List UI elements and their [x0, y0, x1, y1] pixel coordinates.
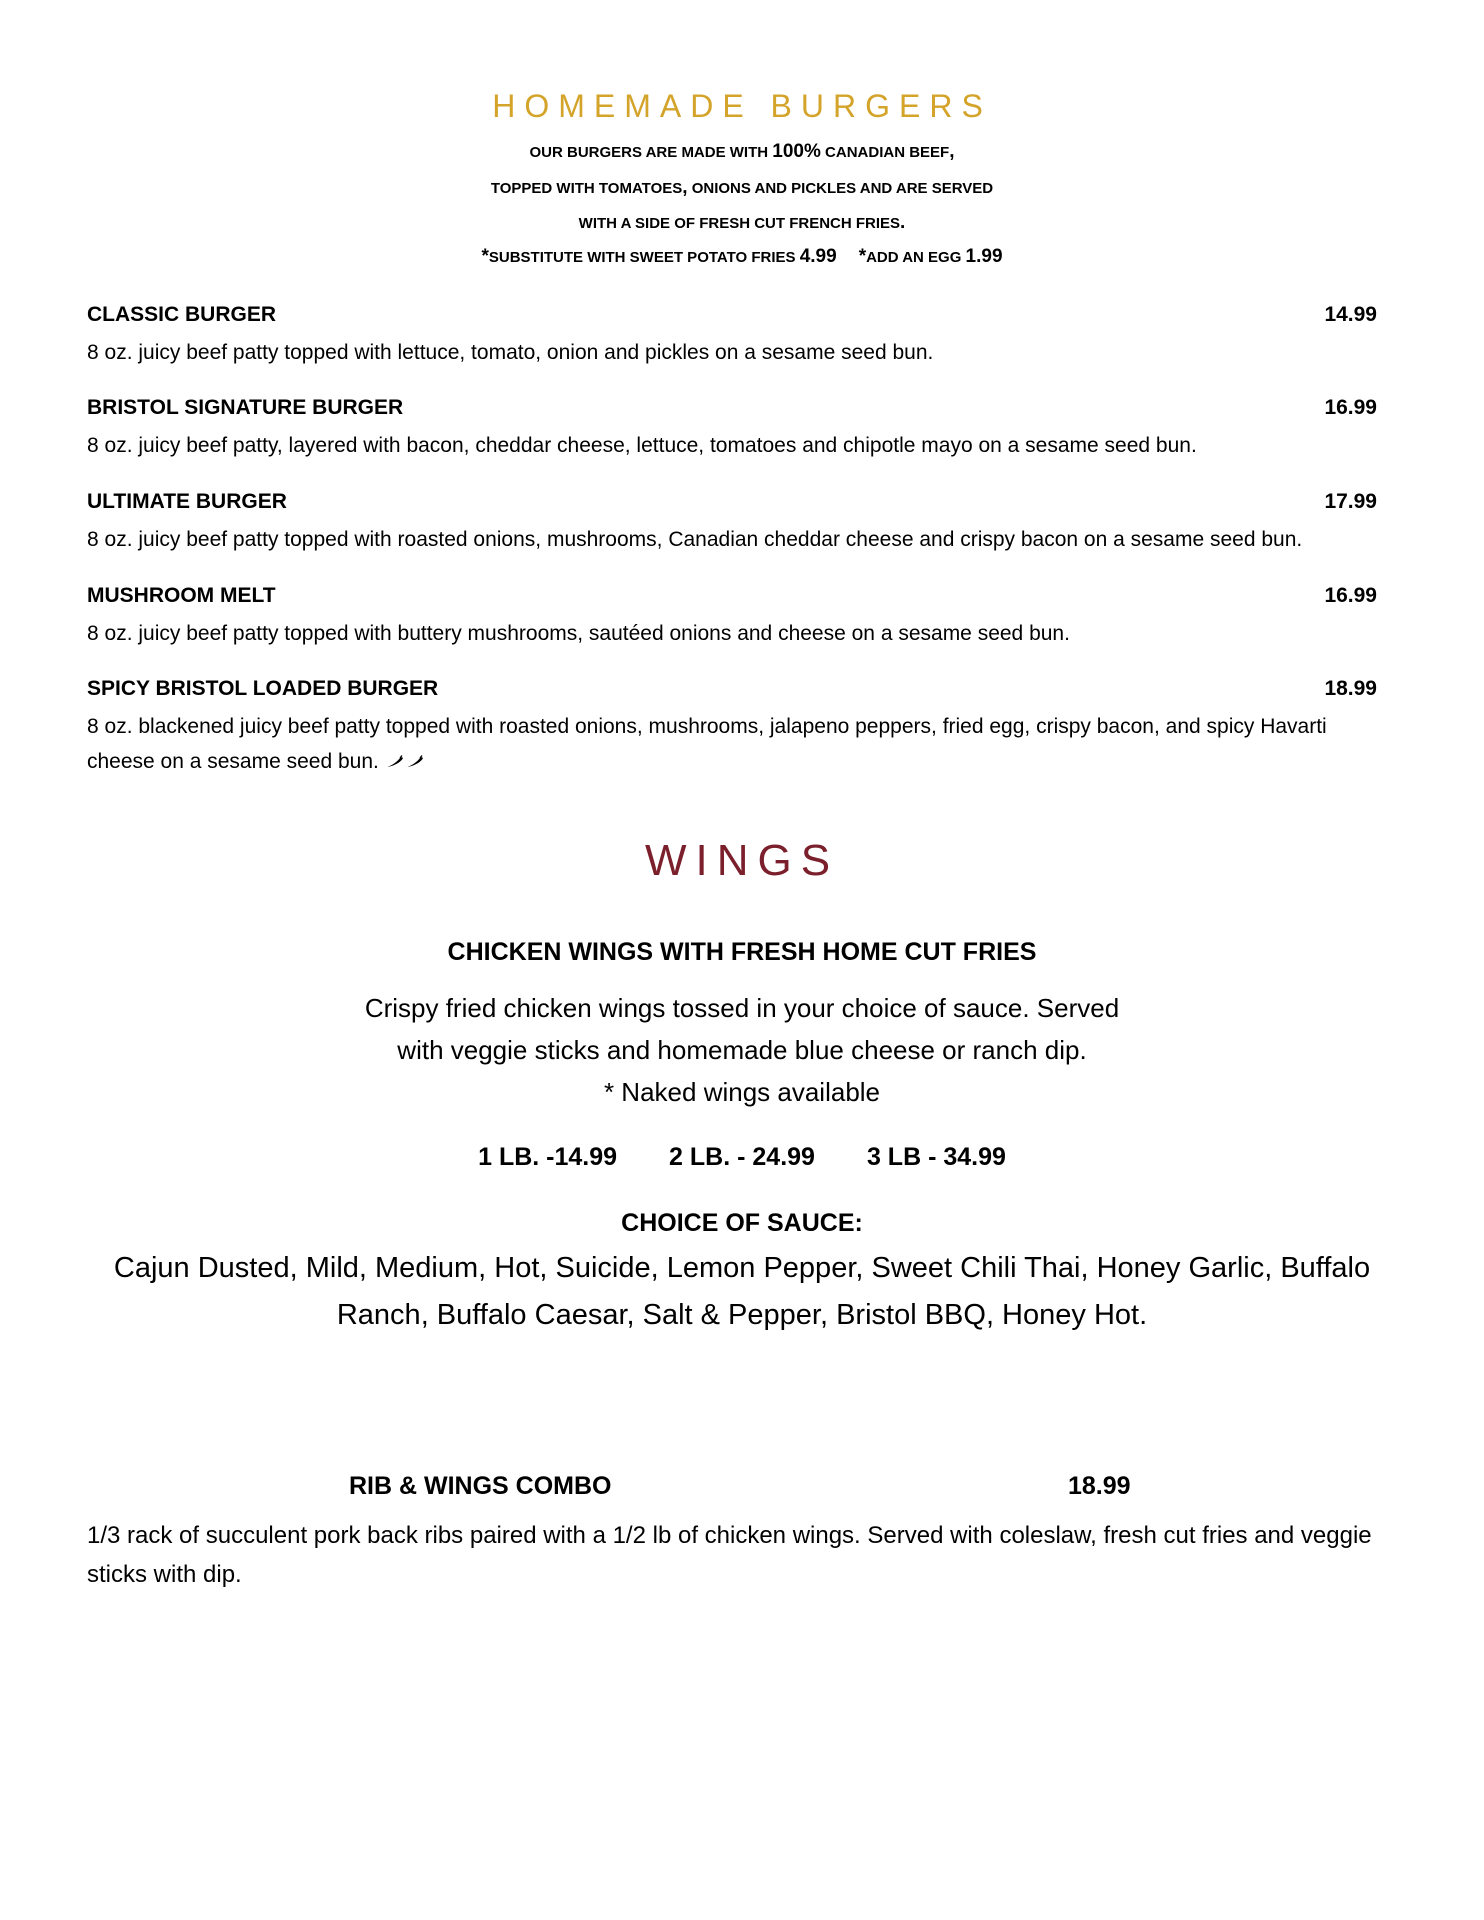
menu-item-ultimate-burger [87, 490, 1377, 557]
burgers-intro-line-3 [0, 212, 1484, 234]
item-name: BRISTOL SIGNATURE BURGER [87, 396, 404, 419]
wings-heading: CHICKEN WINGS WITH FRESH HOME CUT FRIES [447, 938, 1037, 966]
sauce-list-line: Ranch, Buffalo Caesar, Salt & Pepper, Bristol BBQ, Honey Hot. [336, 1299, 1148, 1331]
sauce-heading: CHOICE OF SAUCE: [621, 1209, 863, 1237]
item-description: 8 oz. juicy beef patty topped with buttery mushrooms, sautéed onions and cheese on a sesame seed bun. [87, 622, 1070, 645]
item-price: 14.99 [1324, 303, 1377, 326]
item-description: 8 oz. juicy beef patty topped with lettuce, tomato, onion and pickles on a sesame seed bun. [87, 341, 934, 364]
item-price: 18.99 [1068, 1472, 1131, 1500]
burgers-intro-line-2 [0, 177, 1484, 199]
add-egg-label: ADD AN EGG [866, 249, 966, 266]
intro-punct: , [949, 141, 955, 162]
wings-price-options [0, 1143, 1484, 1172]
add-egg-price: 1.99 [965, 246, 1003, 267]
item-description: 8 oz. juicy beef patty, layered with bacon, cheddar cheese, lettuce, tomatoes and chipotle mayo on a sesame seed bun. [87, 434, 1197, 457]
item-name: MUSHROOM MELT [87, 584, 276, 607]
intro-text: WITH A SIDE OF FRESH CUT FRENCH FRIES [578, 215, 901, 232]
wings-description [342, 987, 1142, 1113]
wings-desc-line: * Naked wings available [603, 1077, 881, 1107]
sweet-potato-sub-label: SUBSTITUTE WITH SWEET POTATO FRIES [488, 249, 800, 266]
intro-percent: 100% [772, 141, 821, 162]
menu-item-bristol-signature-burger [87, 396, 1377, 463]
item-description [87, 709, 1377, 780]
burgers-intro-line-1 [0, 141, 1484, 163]
asterisk: * [858, 246, 867, 267]
intro-punct: . [900, 212, 906, 233]
menu-item-mushroom-melt [87, 584, 1377, 651]
burgers-substitutions [0, 246, 1484, 268]
wings-price-2lb: 2 LB. - 24.99 [669, 1143, 815, 1171]
item-description-text: 8 oz. blackened juicy beef patty topped with roasted onions, mushrooms, jalapeno peppers, fried egg, crispy bacon, and spicy Havarti cheese on a sesame seed bun. [87, 715, 1327, 773]
intro-text: OUR BURGERS ARE MADE WITH [529, 144, 773, 161]
item-name: RIB & WINGS COMBO [349, 1472, 612, 1500]
item-price: 16.99 [1324, 584, 1377, 607]
intro-punct: , [682, 177, 688, 198]
sauce-list [100, 1245, 1384, 1339]
intro-text: ONIONS AND PICKLES AND ARE SERVED [687, 180, 994, 197]
intro-text: CANADIAN BEEF [820, 144, 950, 161]
wings-price-1lb: 1 LB. -14.99 [478, 1143, 618, 1171]
menu-item-spicy-bristol-loaded-burger [87, 677, 1377, 780]
wings-desc-line: Crispy fried chicken wings tossed in your choice of sauce. Served [364, 993, 1120, 1023]
item-price: 17.99 [1324, 490, 1377, 513]
intro-text: TOPPED WITH TOMATOES [490, 180, 683, 197]
burgers-section-title: HOMEMADE BURGERS [492, 88, 992, 124]
item-name: CLASSIC BURGER [87, 303, 277, 326]
sweet-potato-sub-price: 4.99 [799, 246, 837, 267]
asterisk: * [481, 246, 489, 267]
item-price: 18.99 [1324, 677, 1377, 700]
menu-item-classic-burger [87, 303, 1377, 370]
item-price: 16.99 [1324, 396, 1377, 419]
item-description: 8 oz. juicy beef patty topped with roasted onions, mushrooms, Canadian cheddar cheese and crispy bacon on a sesame seed bun. [87, 528, 1303, 551]
wings-section-title: WINGS [644, 836, 840, 885]
wings-desc-line: with veggie sticks and homemade blue cheese or ranch dip. [397, 1035, 1087, 1065]
item-description: 1/3 rack of succulent pork back ribs paired with a 1/2 lb of chicken wings. Served with coleslaw, fresh cut fries and veggie sticks with dip. [87, 1522, 1372, 1588]
item-name: SPICY BRISTOL LOADED BURGER [87, 677, 439, 700]
spicy-rating [385, 745, 425, 780]
chili-pepper-icon [385, 755, 405, 769]
wings-price-3lb: 3 LB - 34.99 [866, 1143, 1006, 1171]
chili-pepper-icon [405, 755, 425, 769]
item-name: ULTIMATE BURGER [87, 490, 287, 513]
sauce-list-line: Cajun Dusted, Mild, Medium, Hot, Suicide, Lemon Pepper, Sweet Chili Thai, Honey Garlic, Buffalo [113, 1252, 1371, 1284]
